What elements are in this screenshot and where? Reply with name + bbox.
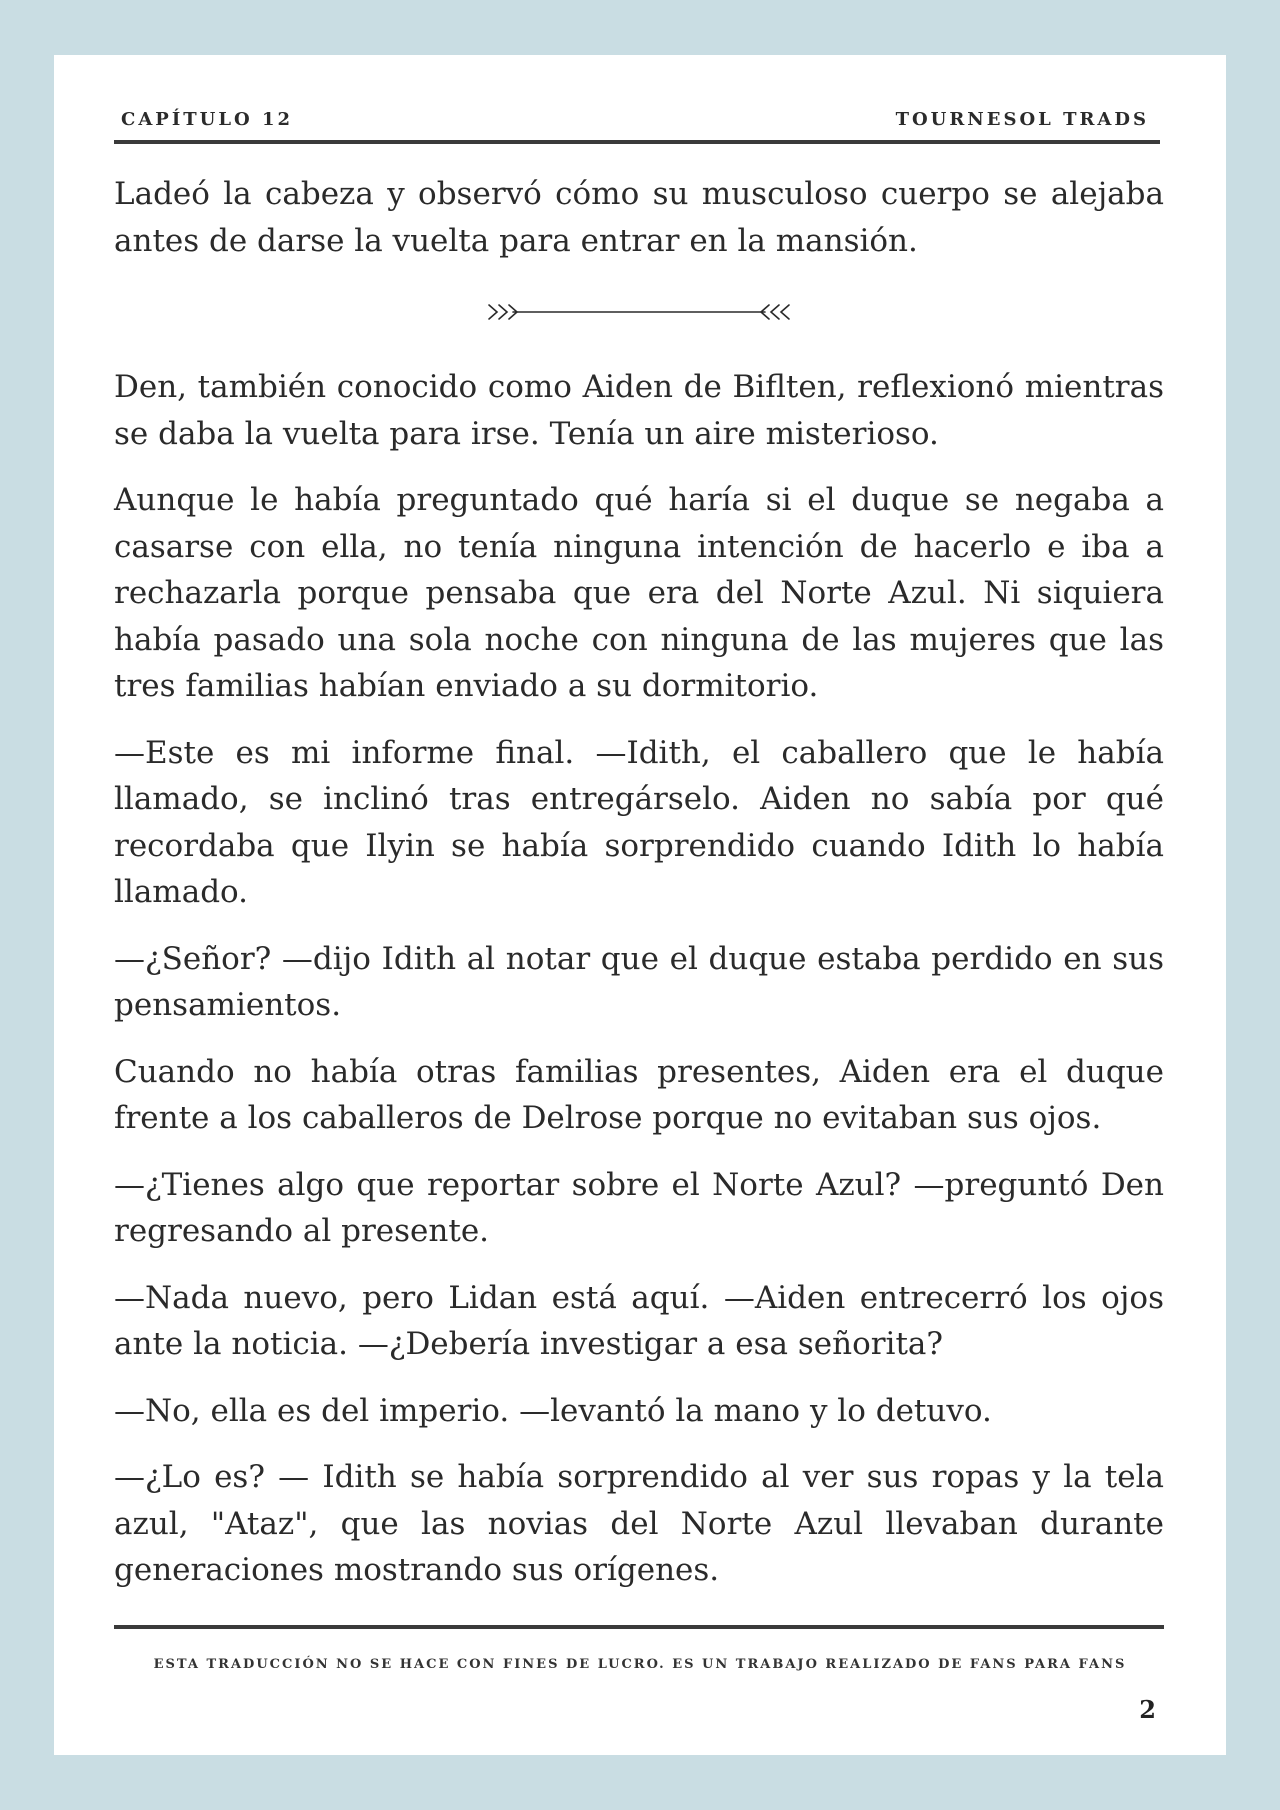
footer-disclaimer: ESTA TRADUCCIÓN NO SE HACE CON FINES DE LUCRO. ES UN TRABAJO REALIZADO DE FANS PARA FANS <box>153 1657 1127 1672</box>
paragraph: —No, ella es del imperio. —levantó la mano y lo detuvo. <box>114 1392 992 1429</box>
arrow-divider-svg <box>487 298 791 326</box>
translator-group: TOURNESOL TRADS <box>895 109 1149 130</box>
paragraph: —Nada nuevo, pero Lidan está aquí. —Aiden entrecerró los ojos ante la noticia. —¿Debería investigar a esa señorita? <box>114 1279 1164 1362</box>
page-header <box>121 103 1149 137</box>
arrow-divider-icon <box>114 284 1164 340</box>
paragraph: —¿Tienes algo que reportar sobre el Norte Azul? —preguntó Den regresando al presente. <box>114 1166 1164 1249</box>
page-body <box>114 171 1164 1614</box>
paragraph: Aunque le había preguntado qué haría si el duque se negaba a casarse con ella, no tenía ninguna intención de hacerlo e iba a rechazarla porque pensaba que era del Norte Azul. Ni siquiera había pasado una sola noche con ninguna de las mujeres que las tres familias habían enviado a su dormitorio. <box>114 482 1164 704</box>
page-number: 2 <box>1139 1695 1156 1724</box>
footer-rule <box>114 1625 1164 1629</box>
paragraph: —¿Lo es? — Idith se había sorprendido al ver sus ropas y la tela azul, "Ataz", que las novias del Norte Azul llevaban durante generaciones mostrando sus orígenes. <box>114 1459 1164 1588</box>
paragraph: —Este es mi informe final. —Idith, el caballero que le había llamado, se inclinó tras entregárselo. Aiden no sabía por qué recordaba que Ilyin se había sorprendido cuando Idith lo había llamado. <box>114 734 1164 910</box>
header-rule <box>114 140 1160 144</box>
paragraph: Ladeó la cabeza y observó cómo su musculoso cuerpo se alejaba antes de darse la vuelta para entrar en la mansión. <box>114 176 1164 259</box>
paragraph: Den, también conocido como Aiden de Biflten, reflexionó mientras se daba la vuelta para irse. Tenía un aire misterioso. <box>114 369 1164 452</box>
paragraph: —¿Señor? —dijo Idith al notar que el duque estaba perdido en sus pensamientos. <box>114 940 1164 1023</box>
chapter-title: CAPÍTULO 12 <box>121 109 293 130</box>
document-page <box>54 55 1226 1755</box>
paragraph: Cuando no había otras familias presentes, Aiden era el duque frente a los caballeros de Delrose porque no evitaban sus ojos. <box>114 1053 1164 1136</box>
